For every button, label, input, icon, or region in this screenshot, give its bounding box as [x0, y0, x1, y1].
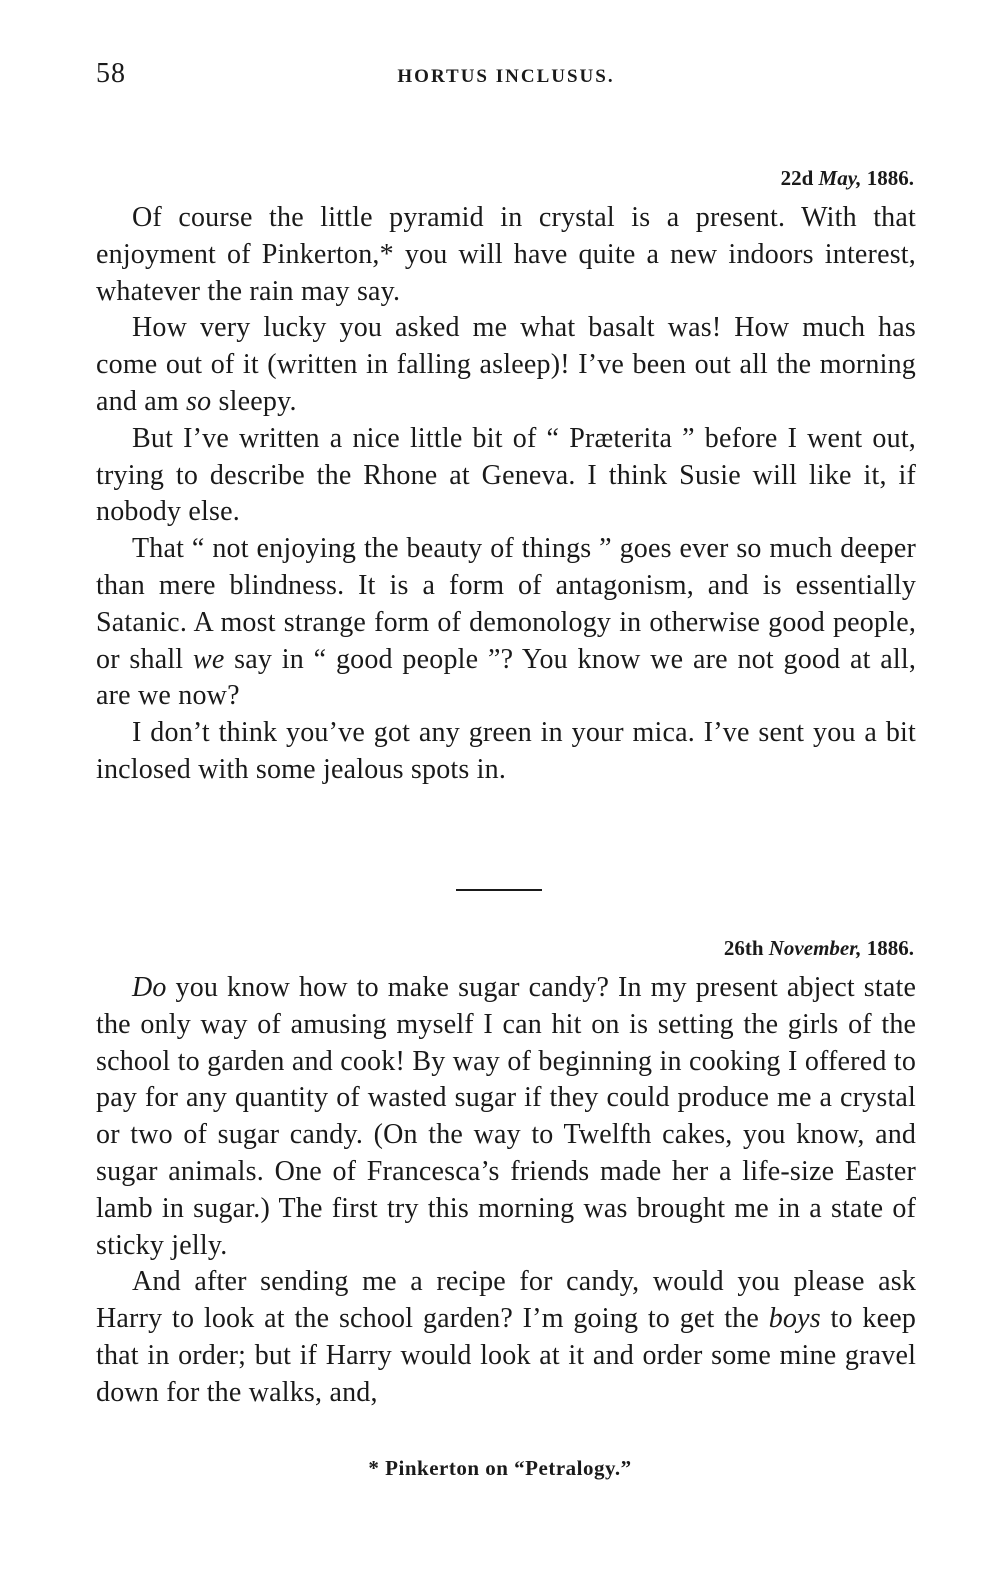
paragraph: Do you know how to make sugar candy? In my present abject state the only way of amusing myself I can hit on is setting the girls of the school to garden and cook! By way of beginning in cooking I offered to pay for any quantity of wasted sugar if they could produce me a crystal or two of sugar candy. (On the way to Twelfth cakes, you know, and sugar animals. One of Francesca’s friends made her a life-size Easter lamb in sugar.) The first try this morning was brought me in a state of sticky jelly. — [96, 972, 917, 1261]
paragraph: That “ not enjoying the beauty of things ” goes ever so much deeper than mere blindness. It is a form of antagonism, and is essentially Satanic. A most strange form of demonology in otherwise good people, or shall we say in “ good people ”? You know we are not good at all, are we now? — [96, 533, 917, 712]
running-title: HORTUS INCLUSUS. — [397, 66, 615, 87]
date-month: November, — [768, 936, 862, 960]
paragraph: How very lucky you asked me what basalt was! How much has come out of it (written in falling asleep)! I’ve been out all the morning and am so sleepy. — [96, 312, 917, 417]
paragraph: But I’ve written a nice little bit of “ Præterita ” before I went out, trying to describe the Rhone at Geneva. I think Susie will like it, if nobody else. — [96, 422, 916, 528]
letter-november-1886 — [96, 936, 916, 1412]
date-year: 1886. — [866, 166, 914, 190]
date-day: 22d — [780, 166, 814, 190]
letter-date — [96, 166, 914, 200]
paragraph: I don’t think you’ve got any green in your mica. I’ve sent you a bit inclosed with some jealous spots in. — [96, 717, 916, 785]
paragraph: Of course the little pyramid in crystal is a present. With that enjoyment of Pinkerton,* you will have quite a new indoors interest, whatever the rain may say. — [96, 202, 916, 307]
letter-may-1886 — [96, 166, 916, 789]
date-day: 26th — [723, 936, 764, 960]
page-number: 58 — [96, 58, 126, 89]
date-year: 1886. — [866, 936, 914, 960]
page-header — [96, 58, 916, 98]
date-month: May, — [818, 166, 862, 190]
footnote: * Pinkerton on “Petralogy.” — [368, 1456, 632, 1480]
letter-date — [96, 936, 914, 970]
paragraph: And after sending me a recipe for candy, would you please ask Harry to look at the school garden? I’m going to get the boys to keep that in order; but if Harry would look at it and order some mine gravel down for the walks, and, — [96, 1266, 917, 1408]
section-divider — [456, 889, 542, 891]
